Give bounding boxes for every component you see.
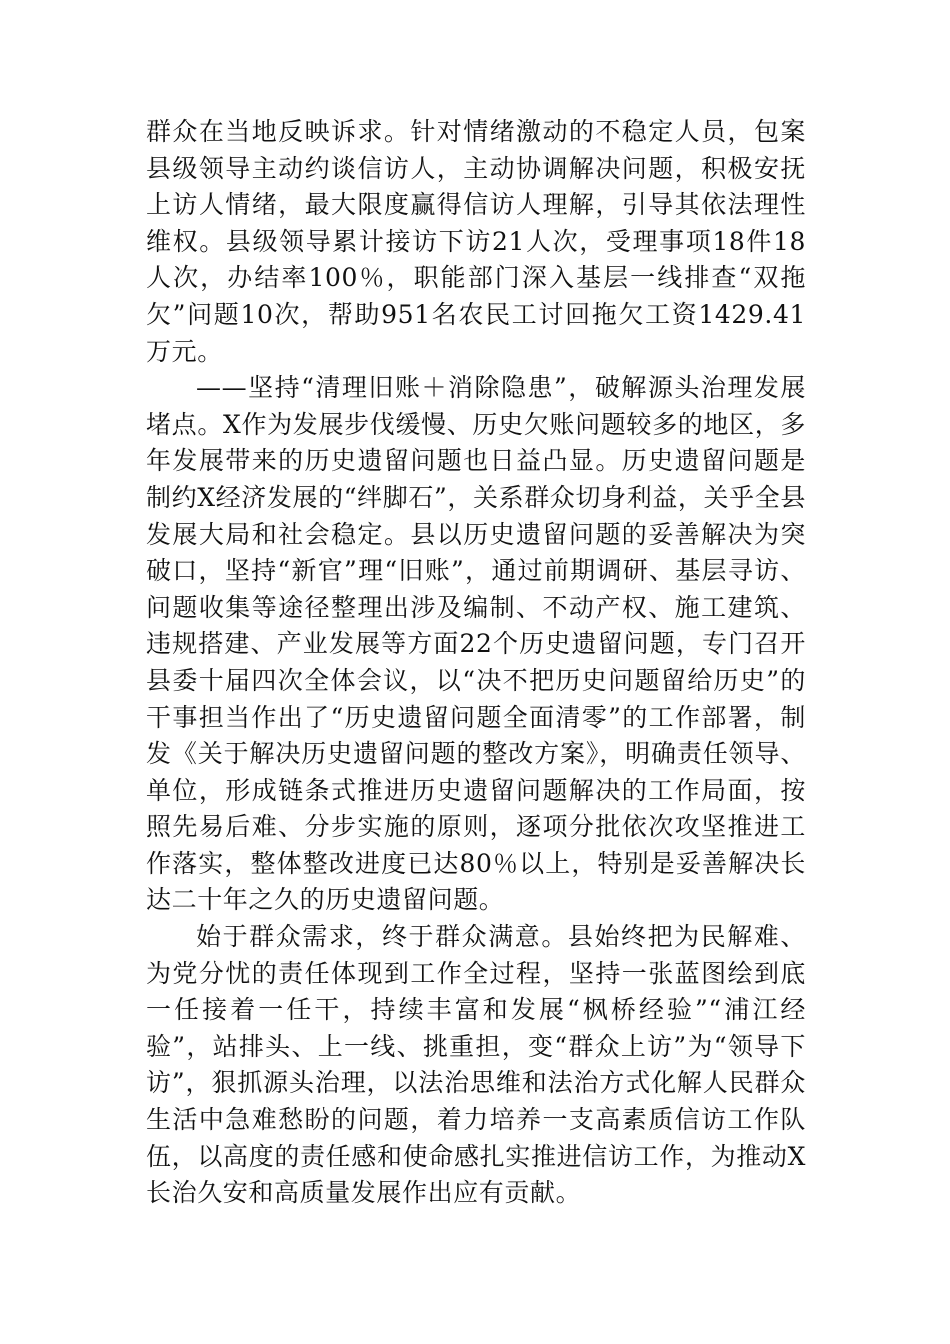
paragraph-conclusion: 始于群众需求，终于群众满意。县始终把为民解难、为党分忧的责任体现到工作全过程，坚持一张蓝图绘到底一任接着一任干，持续丰富和发展“枫桥经验”“浦江经验”，站排头、上一线、挑重担，变“群众上访”为“领导下访”，狠抓源头治理，以法治思维和法治方式化解人民群众生活中急难愁盼的问题，着力培养一支高素质信访工作队伍，以高度的责任感和使命感扎实推进信访工作，为推动X长治久安和高质量发展作出应有贡献。 — [146, 922, 806, 1208]
paragraph-historical-issues: ——坚持“清理旧账＋消除隐患”，破解源头治理发展堵点。X作为发展步伐缓慢、历史欠账问题较多的地区，多年发展带来的历史遗留问题也日益凸显。历史遗留问题是制约X经济发展的“绊脚石”，关系群众切身利益，关乎全县发展大局和社会稳定。县以历史遗留问题的妥善解决为突破口，坚持“新官”理“旧账”，通过前期调研、基层寻访、问题收集等途径整理出涉及编制、不动产权、施工建筑、违规搭建、产业发展等方面22个历史遗留问题，专门召开县委十届四次全体会议，以“决不把历史问题留给历史”的干事担当作出了“历史遗留问题全面清零”的工作部署，制发《关于解决历史遗留问题的整改方案》，明确责任领导、单位，形成链条式推进历史遗留问题解决的工作局面，按照先易后难、分步实施的原则，逐项分批依次攻坚推进工作落实，整体整改进度已达80％以上，特别是妥善解决长达二十年之久的历史遗留问题。 — [146, 373, 806, 915]
paragraph-continuation: 群众在当地反映诉求。针对情绪激动的不稳定人员，包案县级领导主动约谈信访人，主动协调解决问题，积极安抚上访人情绪，最大限度赢得信访人理解，引导其依法理性维权。县级领导累计接访下访21人次，受理事项18件18人次，办结率100％，职能部门深入基层一线排查“双拖欠”问题10次，帮助951名农民工讨回拖欠工资1429.41万元。 — [146, 117, 806, 366]
document-body — [146, 114, 806, 1212]
